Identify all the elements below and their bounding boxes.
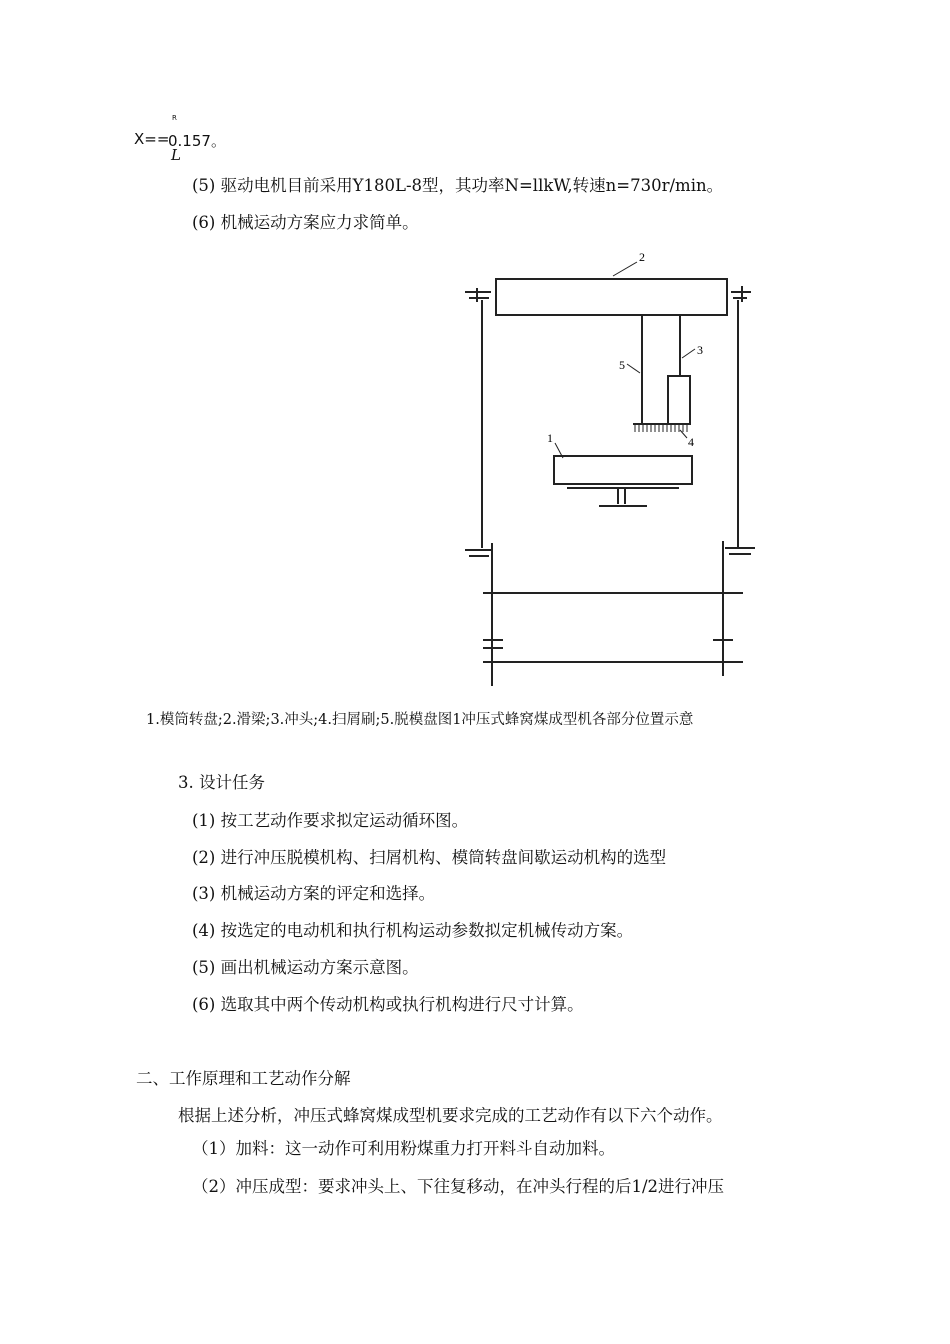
label-part-4: 4 <box>688 435 694 449</box>
section-3-heading: 3. 设计任务 <box>178 773 265 792</box>
label-part-1: 1 <box>547 431 553 445</box>
label-part-2: 2 <box>639 250 645 264</box>
punch <box>668 376 690 424</box>
section-two-heading: 二、工作原理和工艺动作分解 <box>136 1069 351 1088</box>
formula-value: 0.157。 <box>168 132 226 150</box>
formula-lhs: X== <box>134 130 170 148</box>
label-part-3: 3 <box>697 343 703 357</box>
requirement-6: (6) 机械运动方案应力求简单。 <box>192 213 419 232</box>
formula-denominator: L <box>171 146 181 164</box>
label-part-5: 5 <box>619 358 625 372</box>
task-item: (5) 画出机械运动方案示意图。 <box>192 958 419 977</box>
action-item: （1）加料：这一动作可利用粉煤重力打开料斗自动加料。 <box>192 1139 615 1158</box>
mold-turntable <box>554 456 692 484</box>
section-two-intro: 根据上述分析，冲压式蜂窝煤成型机要求完成的工艺动作有以下六个动作。 <box>178 1106 723 1125</box>
requirement-5: (5) 驱动电机目前采用Y180L-8型，其功率N=llkW,转速n=730r/min。 <box>192 176 724 195</box>
action-item: （2）冲压成型：要求冲头上、下往复移动，在冲头行程的后1/2进行冲压 <box>192 1177 725 1196</box>
task-item: (6) 选取其中两个传动机构或执行机构进行尺寸计算。 <box>192 995 584 1014</box>
task-item: (4) 按选定的电动机和执行机构运动参数拟定机械传动方案。 <box>192 921 634 940</box>
task-item: (1) 按工艺动作要求拟定运动循环图。 <box>192 811 469 830</box>
ratio-formula <box>134 114 254 164</box>
task-item: (3) 机械运动方案的评定和选择。 <box>192 884 436 903</box>
task-item: (2) 进行冲压脱模机构、扫屑机构、模筒转盘间歇运动机构的选型 <box>192 848 667 867</box>
machine-schematic-figure <box>455 248 765 693</box>
figure-caption: 1.模筒转盘;2.滑梁;3.冲头;4.扫屑刷;5.脱模盘图1冲压式蜂窝煤成型机各部分位置示意 <box>146 712 694 728</box>
slide-beam <box>496 279 727 315</box>
formula-superscript: R <box>172 114 177 122</box>
